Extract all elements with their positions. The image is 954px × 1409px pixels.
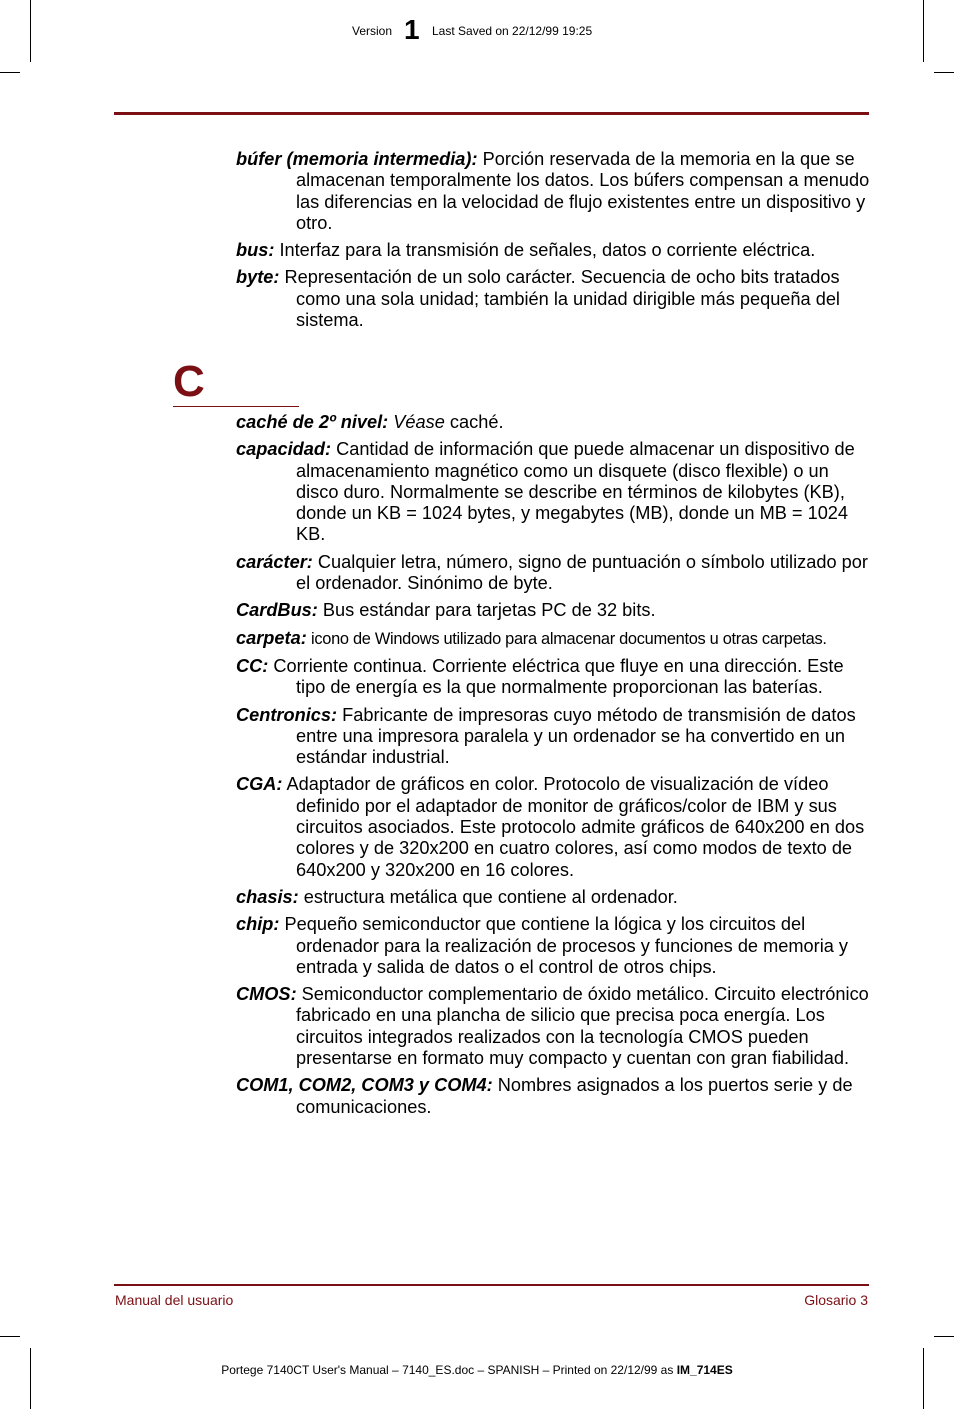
entry-definition: Representación de un solo carácter. Secuencia de ocho bits tratados como una sola unidad; también la unidad dirigible más pequeña del sistema. bbox=[279, 267, 840, 331]
glossary-entry bbox=[236, 267, 870, 331]
entry-definition: caché. bbox=[444, 412, 504, 432]
entry-term: bus: bbox=[236, 240, 275, 261]
entry-term: capacidad: bbox=[236, 439, 332, 460]
entry-definition: Fabricante de impresoras cuyo método de transmisión de datos entre una impresora paralela y un ordenador se ha convertido en un estándar industrial. bbox=[296, 704, 856, 768]
glossary-entry bbox=[236, 552, 870, 595]
footer-page-label: Glosario 3 bbox=[804, 1292, 868, 1308]
glossary-entry bbox=[236, 1075, 870, 1118]
last-saved-text: Last Saved on 22/12/99 19:25 bbox=[432, 24, 593, 38]
entry-term: Centronics: bbox=[236, 704, 338, 725]
glossary-section-c bbox=[236, 412, 870, 1124]
entry-term: carácter: bbox=[236, 551, 313, 572]
entry-term: caché de 2º nivel: bbox=[236, 412, 389, 432]
entry-definition: Bus estándar para tarjetas PC de 32 bits. bbox=[317, 600, 656, 621]
crop-mark bbox=[0, 72, 20, 73]
entry-definition: Interfaz para la transmisión de señales, datos o corriente eléctrica. bbox=[274, 240, 816, 261]
glossary-entry bbox=[236, 887, 870, 908]
glossary-entry bbox=[236, 984, 870, 1069]
print-info-text: Portege 7140CT User's Manual – 7140_ES.doc – SPANISH – Printed on 22/12/99 as bbox=[221, 1363, 677, 1377]
see-reference: Véase bbox=[393, 412, 445, 432]
entry-term: búfer (memoria intermedia): bbox=[236, 149, 478, 169]
entry-definition: Cantidad de información que puede almacenar un dispositivo de almacenamiento magnético como un disquete (disco flexible) o un disco duro. Normalmente se describe en términos de kilobytes (KB), donde un KB = 1024 bytes, y megabytes (MB), donde un MB = 1024 KB. bbox=[296, 439, 855, 545]
glossary-entry bbox=[236, 656, 870, 699]
glossary-entry bbox=[236, 240, 870, 261]
entry-definition: Pequeño semiconductor que contiene la lógica y los circuitos del ordenador para la realización de procesos y funciones de memoria y entrada y salida de datos o el control de otros chips. bbox=[279, 914, 848, 977]
entry-definition: Porción reservada de la memoria en la que se almacenan temporalmente los datos. Los búfers compensan a menudo las diferencias en la velocidad de flujo existentes entre un dispositivo y otro. bbox=[296, 149, 870, 233]
entry-term: carpeta: bbox=[236, 627, 307, 648]
entry-term: CC: bbox=[236, 655, 269, 676]
footer-rule bbox=[114, 1284, 869, 1286]
entry-term: COM1, COM2, COM3 y COM4: bbox=[236, 1075, 493, 1096]
glossary-entry bbox=[236, 439, 870, 545]
glossary-entry bbox=[236, 600, 870, 621]
entry-term: byte: bbox=[236, 267, 280, 288]
glossary-entry bbox=[236, 412, 870, 433]
entry-definition: icono de Windows utilizado para almacenar documentos u otras carpetas. bbox=[306, 629, 827, 648]
glossary-entry bbox=[236, 149, 870, 234]
entry-definition: Cualquier letra, número, signo de puntuación o símbolo utilizado por el ordenador. Sinónimo de byte. bbox=[296, 551, 868, 594]
crop-mark bbox=[30, 1348, 31, 1409]
entry-definition: Adaptador de gráficos en color. Protocolo de visualización de vídeo definido por el adaptador de monitor de gráficos/color de IBM y sus circuitos asociados. Este protocolo admite gráficos de 640x200 en dos colores y de 320x200 en cuatro colores, así como modos de texto de 640x200 y 320x200 en 16 colores. bbox=[282, 774, 865, 880]
entry-term: chip: bbox=[236, 914, 280, 935]
version-label: Version bbox=[352, 24, 393, 38]
crop-mark bbox=[30, 0, 31, 62]
crop-mark bbox=[923, 0, 924, 62]
crop-mark bbox=[934, 1336, 954, 1337]
glossary-entry bbox=[236, 914, 870, 978]
entry-term: chasis: bbox=[236, 886, 299, 907]
print-info bbox=[0, 1363, 954, 1377]
glossary-entry bbox=[236, 628, 870, 650]
entry-definition: estructura metálica que contiene al ordenador. bbox=[298, 886, 678, 907]
glossary-section-b bbox=[236, 149, 870, 337]
entry-definition: Nombres asignados a los puertos serie y de comunicaciones. bbox=[296, 1075, 853, 1117]
section-rule bbox=[173, 406, 299, 407]
footer-manual-title: Manual del usuario bbox=[115, 1292, 234, 1308]
glossary-entry bbox=[236, 774, 870, 880]
entry-definition: Semiconductor complementario de óxido metálico. Circuito electrónico fabricado en una plancha de silicio que precisa poca energía. Los circuitos integrados realizados con la tecnología CMOS pueden presentarse en formato muy compacto y cuentan con gran fiabilidad. bbox=[296, 984, 869, 1069]
header-rule bbox=[114, 112, 869, 115]
entry-definition: Corriente continua. Corriente eléctrica que fluye en una dirección. Este tipo de energía es la que normalmente proporcionan las baterías. bbox=[268, 655, 844, 698]
entry-term: CGA: bbox=[236, 774, 283, 795]
entry-term: CardBus: bbox=[236, 600, 318, 621]
crop-mark bbox=[934, 72, 954, 73]
section-letter-heading: C bbox=[173, 357, 205, 406]
crop-mark bbox=[0, 1336, 20, 1337]
version-number: 1 bbox=[404, 14, 420, 45]
entry-term: CMOS: bbox=[236, 984, 297, 1005]
glossary-entry bbox=[236, 705, 870, 769]
print-code: IM_714ES bbox=[676, 1363, 733, 1377]
crop-mark bbox=[923, 1348, 924, 1409]
